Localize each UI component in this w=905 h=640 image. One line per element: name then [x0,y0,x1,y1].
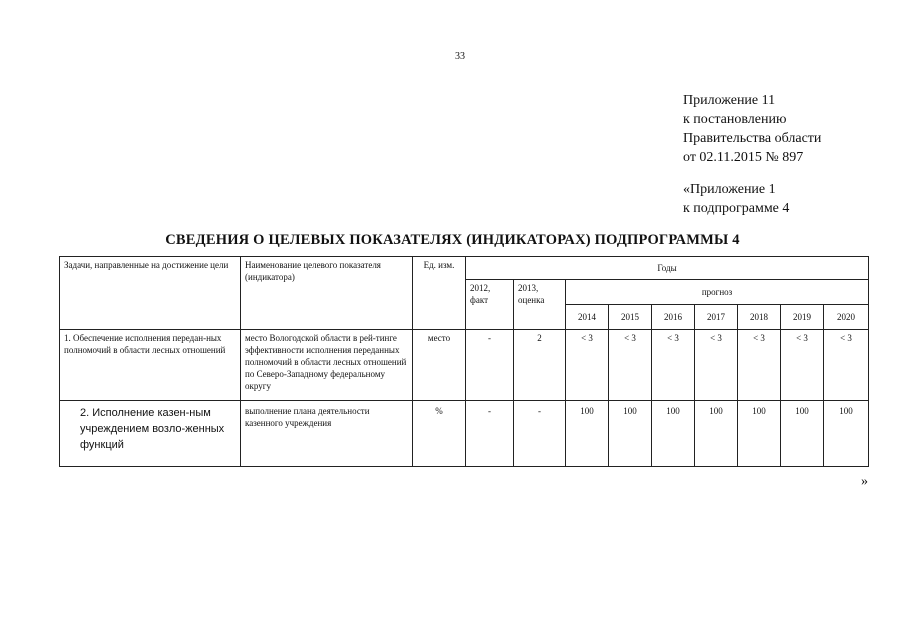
appendix-line: к постановлению [683,112,787,127]
header-tasks: Задачи, направленные на достижение цели [60,257,241,330]
sub-appendix-line: «Приложение 1 [683,182,776,197]
forecast-value: 100 [781,401,824,467]
forecast-value: 100 [566,401,609,467]
header-year: 2018 [738,305,781,330]
forecast-value: < 3 [695,330,738,401]
header-2012: 2012, факт [466,280,514,330]
appendix-line: от 02.11.2015 № 897 [683,150,804,165]
appendix-line: Приложение 11 [683,93,776,108]
unit-cell: место [413,330,466,401]
task-cell: 2. Исполнение казен-ным учреждением возло-женных функций [60,401,241,467]
document-title: СВЕДЕНИЯ О ЦЕЛЕВЫХ ПОКАЗАТЕЛЯХ (ИНДИКАТОРАХ) ПОДПРОГРАММЫ 4 [165,232,740,248]
header-forecast: прогноз [566,280,869,305]
header-year: 2017 [695,305,738,330]
header-years: Годы [466,257,869,280]
indicator-cell: место Вологодской области в рей-тинге эффективности исполнения переданных полномочий в области лесных отношений по Северо-Западному федеральному округу [241,330,413,401]
appendix-line: Правительства области [683,131,822,146]
indicators-table [59,256,869,467]
table-row [60,401,869,467]
closing-quote: » [861,474,868,489]
value-2013: 2 [514,330,566,401]
forecast-value: 100 [609,401,652,467]
forecast-value: < 3 [652,330,695,401]
unit-cell: % [413,401,466,467]
value-2012: - [466,401,514,467]
forecast-value: 100 [695,401,738,467]
forecast-value: < 3 [609,330,652,401]
appendix-block [683,91,821,167]
table-row [60,330,869,401]
header-2013: 2013, оценка [514,280,566,330]
header-year: 2016 [652,305,695,330]
header-year: 2015 [609,305,652,330]
forecast-value: < 3 [824,330,869,401]
forecast-value: 100 [738,401,781,467]
task-cell: 1. Обеспечение исполнения передан-ных полномочий в области лесных отношений [60,330,241,401]
value-2013: - [514,401,566,467]
forecast-value: 100 [652,401,695,467]
page-number: 33 [455,51,465,62]
header-indicator: Наименование целевого показателя (индикатора) [241,257,413,330]
header-unit: Ед. изм. [413,257,466,330]
forecast-value: < 3 [566,330,609,401]
forecast-value: 100 [824,401,869,467]
sub-appendix-block [683,180,789,218]
indicator-cell: выполнение плана деятельности казенного учреждения [241,401,413,467]
forecast-value: < 3 [781,330,824,401]
header-year: 2019 [781,305,824,330]
sub-appendix-line: к подпрограмме 4 [683,201,790,216]
forecast-value: < 3 [738,330,781,401]
value-2012: - [466,330,514,401]
header-year: 2020 [824,305,869,330]
header-year: 2014 [566,305,609,330]
